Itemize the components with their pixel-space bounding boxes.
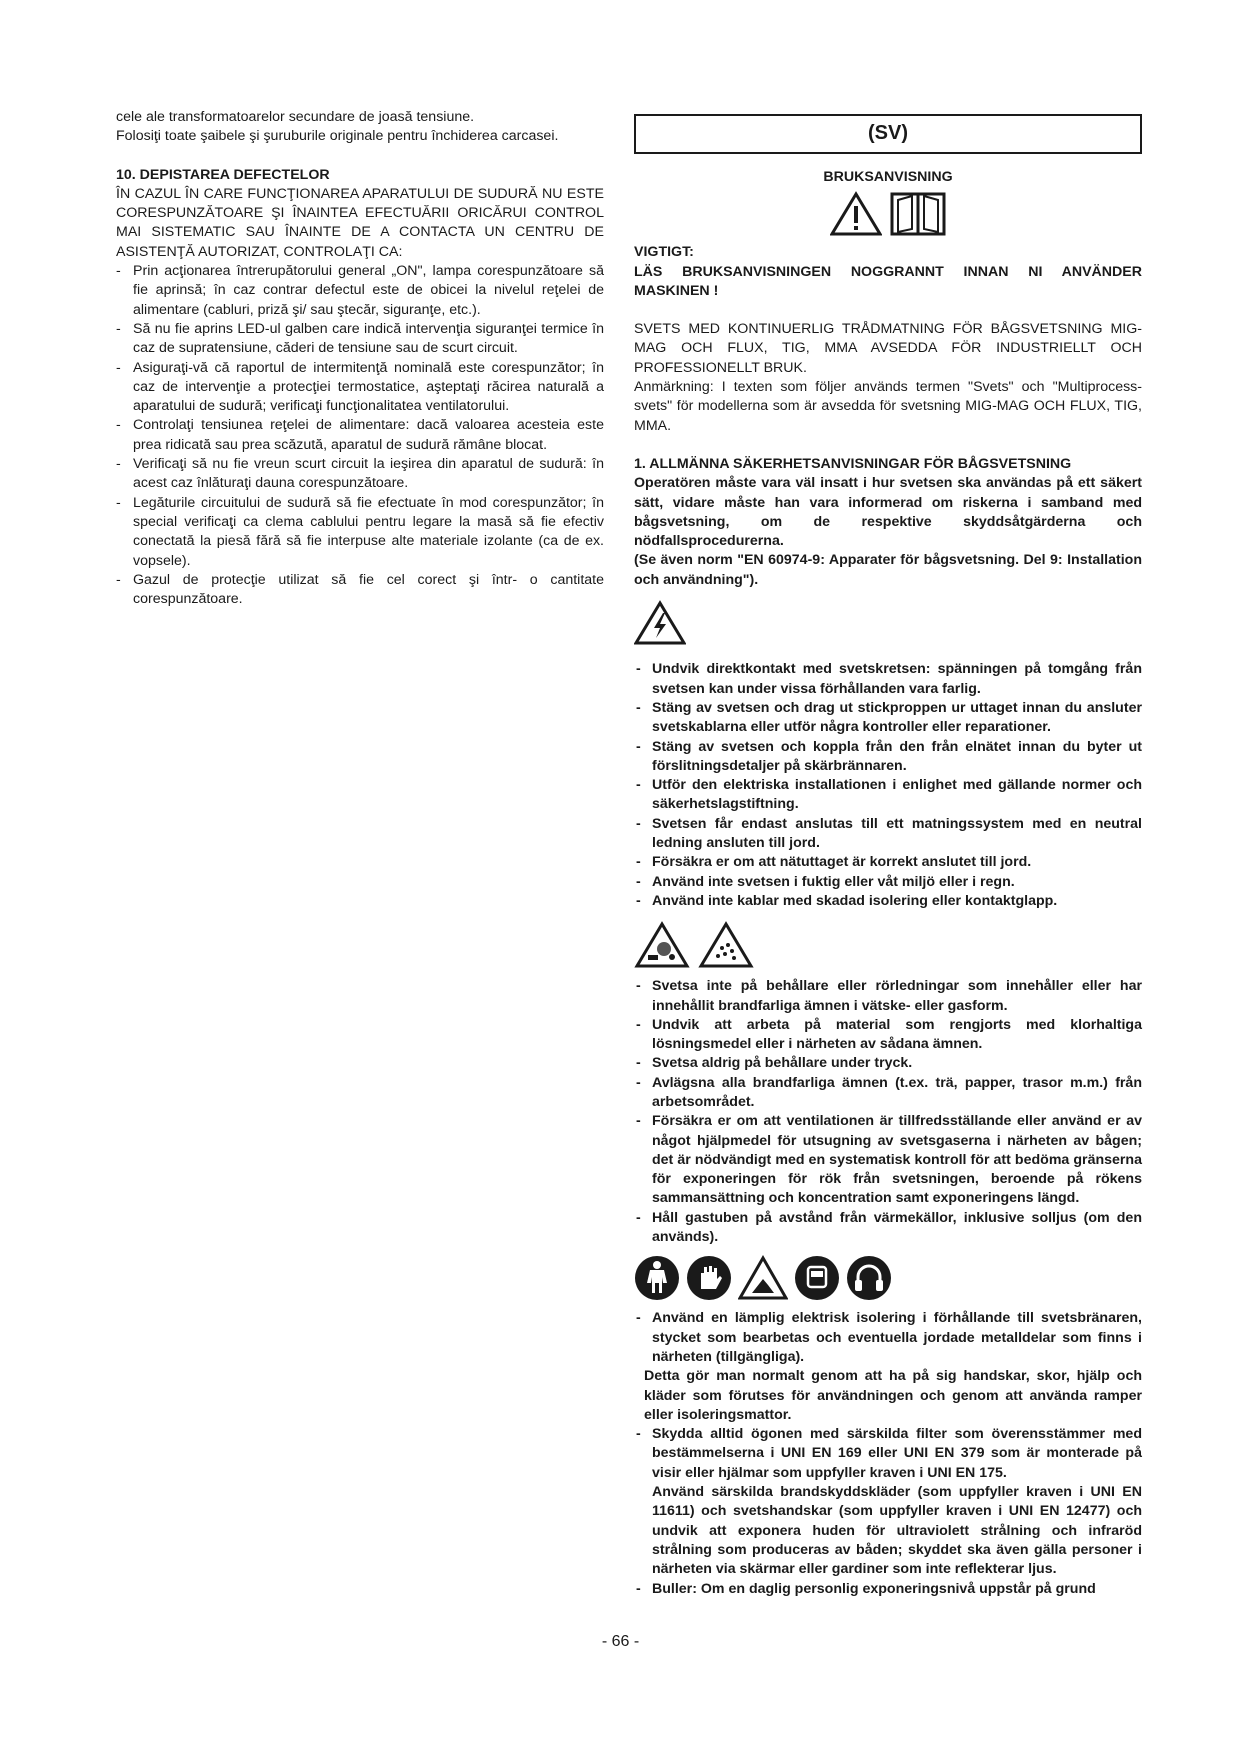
- list-item: - Försäkra er om att nätuttaget är korrekt anslutet till jord.: [634, 853, 1142, 872]
- warning-triangle-icon: [830, 191, 882, 237]
- list-item: - Să nu fie aprins LED-ul galben care indică intervenţia siguranţei termice în caz de supratensiune, căderi de tensiune sau de scurt circuit.: [116, 320, 604, 359]
- safety-heading: 1. ALLMÄNNA SÄKERHETSANVISNINGAR FÖR BÅGSVETSNING: [634, 455, 1072, 472]
- list-item: - Svetsa inte på behållare eller rörledningar som innehåller eller har innehållit brandfarliga ämnen i vätske- eller gasform.: [634, 977, 1142, 1016]
- list-item: - Legăturile circuitului de sudură să fie efectuate în mod corespunzător; în special verificaţi ca clema cablului pentru legare la masă să fie efectiv conectată la piesă fără să fie interpuse alte materiale izolante (ca de ex. vopsele).: [116, 494, 604, 571]
- note-paragraph: Anmärkning: I texten som följer används termen "Svets" och "Multiprocess-svets" för modellerna som är avsedda för svetsning MIG-MAG OCH FLUX, TIG, MMA.: [634, 379, 1142, 434]
- fire-icon-row: [634, 921, 1142, 969]
- safety-norm: (Se även norm "EN 60974-9: Apparater för bågsvetsning. Del 9: Installation och användning").: [634, 552, 1142, 588]
- list-item: - Stäng av svetsen och drag ut stickproppen ur uttaget innan du ansluter svetskablarna eller utför några kontroller eller reparationer.: [634, 699, 1142, 738]
- safety-text: Operatören måste vara väl insatt i hur svetsen ska användas på ett säkert sätt, vidare måste han vara informerad om riskerna i samband med bågsvetsning, om de respektive skyddsåtgärderna och nödfallsprocedurerna.: [634, 475, 1142, 550]
- right-column: [634, 114, 1142, 1599]
- language-box: [634, 114, 1142, 154]
- face-shield-icon: [794, 1255, 840, 1301]
- list-item: - Håll gastuben på avstånd från värmekällor, inklusive solljus (om den används).: [634, 1209, 1142, 1248]
- list-item: - Använd en lämplig elektrisk isolering i förhållande till svetsbränaren, stycket som bearbetas och eventuella jordade metalldelar som finns i närheten (tillgängliga).: [634, 1309, 1142, 1367]
- intro-caps: SVETS MED KONTINUERLIG TRÅDMATNING FÖR BÅGSVETSNING MIG-MAG OCH FLUX, TIG, MMA AVSEDDA FÖR INDUSTRIELLT OCH PROFESSIONELLT BRUK.: [634, 321, 1142, 376]
- important-label: VIGTIGT:: [634, 244, 694, 261]
- manual-icons: [634, 191, 1142, 237]
- list-item: - Prin acţionarea întrerupătorului general „ON", lampa corespunzătoare să fie aprinsă; în caz contrar defectul este de obicei la nivelul reţelei de alimentare (cabluri, priză şi/ sau ştecăr, siguranţe, etc.).: [116, 262, 604, 320]
- manual-title: BRUKSANVISNING: [823, 169, 953, 185]
- intro-line-1: cele ale transformatoarelor secundare de joasă tensiune.: [116, 109, 475, 125]
- list-item: - Använd inte svetsen i fuktig eller våt miljö eller i regn.: [634, 873, 1142, 892]
- list-item: - Controlaţi tensiunea reţelei de alimentare: dacă valoarea acesteia este prea ridicată sau prea scăzută, aparatul de sudură rămâne blocat.: [116, 416, 604, 455]
- list-item: - Försäkra er om att ventilationen är tillfredsställande eller använd er av något hjälpmedel för utsugning av svetsgaserna i närheten av bågen; det är nödvändigt med en systematisk kontroll för att bedöma gränserna för exponeringen för rök från svetsningen, beroende på rökens sammansättning och koncentration samt exponeringens längd.: [634, 1112, 1142, 1208]
- list-item: - Svetsa aldrig på behållare under tryck.: [634, 1054, 1142, 1073]
- list-item: - Gazul de protecţie utilizat să fie cel corect şi într- o cantitate corespunzătoare.: [116, 571, 604, 610]
- list-item: - Asiguraţi-vă că raportul de intermitenţă nominală este corespunzător; în caz de intervenţie a protecţiei termostatice, aşteptaţi răcirea naturală a aparatului de sudură; verificaţi funcţionalitatea ventilatorului.: [116, 359, 604, 417]
- list-item: - Verificaţi să nu fie vreun scurt circuit la ieşirea din aparatul de sudură: în acest caz înlăturaţi dauna corespunzătoare.: [116, 455, 604, 494]
- fumes-warning-icon: [698, 921, 754, 969]
- list-item: - Svetsen får endast anslutas till ett matningssystem med en neutral ledning ansluten till jord.: [634, 815, 1142, 854]
- electric-icon-row: [634, 600, 1142, 652]
- list-item-continuation: Detta gör man normalt genom att ha på sig handskar, skor, hjälp och kläder som förutses för användningen och genom att använda ramper eller isoleringsmattor.: [644, 1368, 1142, 1423]
- ear-protection-icon: [846, 1255, 892, 1301]
- list-item: - Utför den elektriska installationen i enlighet med gällande normer och säkerhetslagstiftning.: [634, 776, 1142, 815]
- hot-surface-warning-icon: [738, 1255, 788, 1301]
- ppe-icon-row: [634, 1255, 1142, 1301]
- page-number: - 66 -: [601, 1633, 640, 1650]
- section-heading: 10. DEPISTAREA DEFECTELOR: [116, 166, 330, 183]
- list-item-continuation: Använd särskilda brandskyddskläder (som uppfyller kraven i UNI EN 11611) och svetshandskar (som uppfyller kraven i UNI EN 12477) och undvik att exponera huden för ultraviolett strålning och infraröd strålning som produceras av båden; skyddet ska även gälla personer i närheten via skärmar eller gardiner som inte reflekterar ljus.: [652, 1484, 1142, 1578]
- list-item: - Undvik att arbeta på material som rengjorts med klorhaltiga lösningsmedel eller i närheten av sådana ämnen.: [634, 1016, 1142, 1055]
- language-code: (SV): [868, 122, 908, 145]
- list-item: - Skydda alltid ögonen med särskilda filter som överensstämmer med bestämmelserna i UNI EN 169 eller UNI EN 379 som är monterade på visir eller hjälmar som uppfyller kraven i UNI EN 175.: [634, 1425, 1142, 1483]
- intro-line-2: Folosiţi toate şaibele şi şuruburile originale pentru închiderea carcasei.: [116, 128, 559, 145]
- protective-suit-icon: [634, 1255, 680, 1301]
- electric-shock-warning-icon: [634, 600, 686, 646]
- caps-paragraph: ÎN CAZUL ÎN CARE FUNCŢIONAREA APARATULUI DE SUDURĂ NU ESTE CORESPUNZĂTOARE ŞI ÎNAINTEA EFECTUĂRII ORICĂRUI CONTROL MAI SISTEMATIC SAU ÎNAINTE DE A CONTACTA UN CENTRU DE ASISTENŢĂ AUTORIZAT, CONTROLAŢI CA:: [116, 185, 604, 260]
- open-manual-icon: [890, 191, 946, 237]
- list-item: - Undvik direktkontakt med svetskretsen: spänningen på tomgång från svetsen kan under vissa förhållanden vara farlig.: [634, 660, 1142, 699]
- list-item: - Stäng av svetsen och koppla från den från elnätet innan du byter ut förslitningsdetaljer på skärbrännaren.: [634, 738, 1142, 777]
- explosion-warning-icon: [634, 921, 690, 969]
- important-text: LÄS BRUKSANVISNINGEN NOGGRANNT INNAN NI ANVÄNDER MASKINEN !: [634, 263, 1142, 299]
- list-item: - Använd inte kablar med skadad isolering eller kontaktglapp.: [634, 892, 1142, 911]
- list-item: - Buller: Om en daglig personlig exponeringsnivå uppstår på grund: [634, 1580, 1142, 1599]
- gloves-icon: [686, 1255, 732, 1301]
- list-item: - Avlägsna alla brandfarliga ämnen (t.ex. trä, papper, trasor m.m.) från arbetsområdet.: [634, 1074, 1142, 1113]
- left-column: [116, 108, 604, 609]
